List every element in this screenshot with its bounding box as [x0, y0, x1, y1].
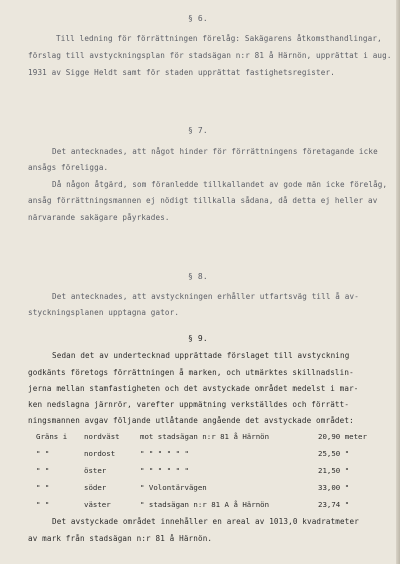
- section-7-heading: § 7.: [188, 126, 208, 135]
- section-9-line-3: jerna mellan stamfastigheten och det avstyckade området medelst i mar-: [28, 384, 359, 393]
- closing-line-2: av mark från stadsägan n:r 81 å Härnön.: [28, 534, 213, 543]
- boundary-neighbor: " Volontärvägen: [140, 483, 207, 492]
- section-9-line-1: Sedan det av undertecknad upprättade förslaget till avstyckning: [52, 351, 350, 360]
- section-9-line-2: godkänts företogs förrättningen å marken, och utmärktes skillnadslin-: [28, 368, 354, 377]
- section-6-line-1: Till ledning för förrättningen förelåg: Sakägarens åtkomsthandlingar,: [56, 34, 382, 43]
- boundary-prefix: " ": [36, 500, 50, 509]
- boundary-neighbor: " " " " " ": [140, 466, 189, 475]
- boundary-direction: väster: [84, 500, 111, 509]
- boundary-length: 20,90 meter: [318, 432, 367, 441]
- closing-line-1: Det avstyckade området innehåller en areal av 1013,0 kvadratmeter: [52, 517, 359, 526]
- section-8-line-1: Det antecknades, att avstyckningen erhåller utfartsväg till å av-: [52, 292, 359, 301]
- section-6-heading: § 6.: [188, 14, 208, 23]
- boundary-direction: söder: [84, 483, 107, 492]
- boundary-neighbor: " " " " " ": [140, 449, 189, 458]
- boundary-direction: nordväst: [84, 432, 120, 441]
- section-7-line-4: ansåg förrättningsmannen ej nödigt tillkalla sådana, då detta ej heller av: [28, 196, 378, 205]
- boundary-prefix: Gräns i: [36, 432, 68, 441]
- boundary-direction: nordost: [84, 449, 116, 458]
- section-7-line-3: Då någon åtgärd, som föranledde tillkallandet av gode män icke förelåg,: [52, 180, 388, 189]
- boundary-prefix: " ": [36, 483, 50, 492]
- section-8-heading: § 8.: [188, 272, 208, 281]
- boundary-direction: öster: [84, 466, 107, 475]
- boundary-length: 25,50 ": [318, 449, 350, 458]
- boundary-neighbor: mot stadsägan n:r 81 å Härnön: [140, 432, 270, 441]
- section-7-line-1: Det antecknades, att något hinder för förrättningens företagande icke: [52, 147, 378, 156]
- section-9-line-5: ningsmannen avgav följande utlåtande angående det avstyckade området:: [28, 416, 354, 425]
- page-edge-shadow: [396, 0, 400, 564]
- section-7-line-5: närvarande sakägare påyrkades.: [28, 213, 170, 222]
- boundary-length: 33,00 ": [318, 483, 350, 492]
- section-9-line-4: ken nedslagna järnrör, varefter uppmätning verkställdes och förrätt-: [28, 400, 350, 409]
- section-6-line-3: 1931 av Sigge Heldt samt för staden upprättat fastighetsregister.: [28, 68, 335, 77]
- boundary-prefix: " ": [36, 466, 50, 475]
- boundary-neighbor: " stadsägan n:r 81 A å Härnön: [140, 500, 270, 509]
- section-7-line-2: ansågs föreligga.: [28, 163, 109, 172]
- boundary-prefix: " ": [36, 449, 50, 458]
- section-6-line-2: förslag till avstyckningsplan för stadsägan n:r 81 å Härnön, upprättat i aug.: [28, 51, 392, 60]
- boundary-length: 23,74 ": [318, 500, 350, 509]
- boundary-length: 21,50 ": [318, 466, 350, 475]
- section-8-line-2: styckningsplanen upptagna gator.: [28, 308, 180, 317]
- section-9-heading: § 9.: [188, 334, 208, 343]
